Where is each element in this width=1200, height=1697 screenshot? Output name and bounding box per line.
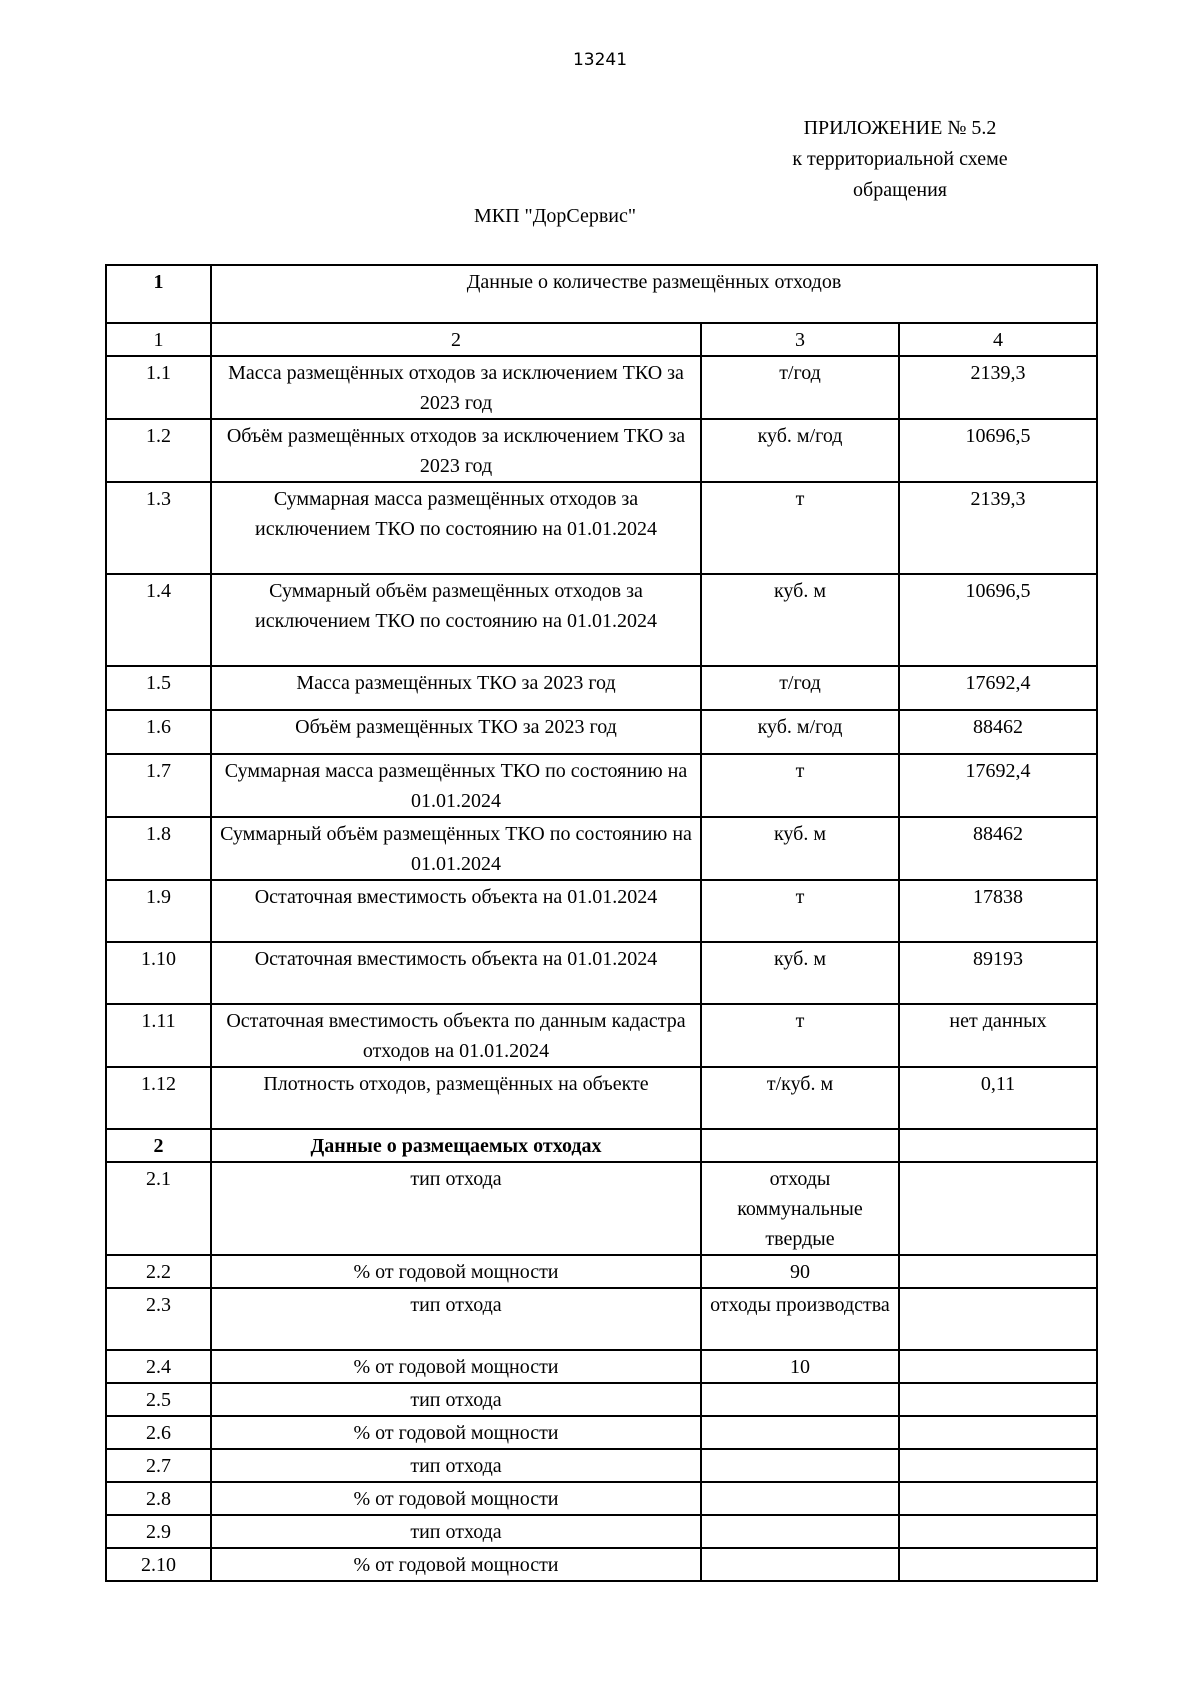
row-number: 2.4: [106, 1350, 211, 1383]
row-value: 88462: [899, 710, 1097, 754]
row-description: % от годовой мощности: [211, 1416, 701, 1449]
row-description: Суммарная масса размещённых отходов за исключением ТКО по состоянию на 01.01.2024: [211, 482, 701, 574]
row-unit: т: [701, 880, 899, 942]
row-number: 1.9: [106, 880, 211, 942]
table-row: [106, 1515, 1097, 1548]
table-row: [106, 1482, 1097, 1515]
row-description: Объём размещённых отходов за исключением ТКО за 2023 год: [211, 419, 701, 482]
row-unit: куб. м: [701, 817, 899, 880]
row-number: 2.10: [106, 1548, 211, 1581]
row-number: 2.2: [106, 1255, 211, 1288]
row-value: нет данных: [899, 1004, 1097, 1067]
row-number: 1.1: [106, 356, 211, 419]
row-description: Масса размещённых отходов за исключением ТКО за 2023 год: [211, 356, 701, 419]
row-value: [701, 1482, 899, 1515]
section2-number: 2: [106, 1129, 211, 1162]
row-number: 1.5: [106, 666, 211, 710]
table-row: [106, 942, 1097, 1004]
section1-number: 1: [106, 265, 211, 323]
table-row: [106, 817, 1097, 880]
row-number: 2.1: [106, 1162, 211, 1255]
row-value: [701, 1449, 899, 1482]
row-number: 2.6: [106, 1416, 211, 1449]
row-extra: [899, 1383, 1097, 1416]
row-description: тип отхода: [211, 1449, 701, 1482]
row-number: 1.7: [106, 754, 211, 817]
row-description: Остаточная вместимость объекта по данным кадастра отходов на 01.01.2024: [211, 1004, 701, 1067]
column-number-row: [106, 323, 1097, 356]
appendix-header: [740, 113, 1060, 206]
table-row: [106, 1162, 1097, 1255]
row-number: 2.3: [106, 1288, 211, 1350]
column-number-4: 4: [899, 323, 1097, 356]
row-unit: т: [701, 482, 899, 574]
row-description: тип отхода: [211, 1162, 701, 1255]
row-value: 89193: [899, 942, 1097, 1004]
table-row: [106, 1067, 1097, 1129]
section2-header-row: [106, 1129, 1097, 1162]
row-value: 10696,5: [899, 574, 1097, 666]
table-row: [106, 710, 1097, 754]
row-value: 2139,3: [899, 356, 1097, 419]
organization-name: МКП "ДорСервис": [473, 205, 637, 227]
table-row: [106, 1383, 1097, 1416]
row-unit: куб. м/год: [701, 419, 899, 482]
row-value: 0,11: [899, 1067, 1097, 1129]
table-row: [106, 1255, 1097, 1288]
row-description: Плотность отходов, размещённых на объекте: [211, 1067, 701, 1129]
row-value: 17692,4: [899, 754, 1097, 817]
row-description: Объём размещённых ТКО за 2023 год: [211, 710, 701, 754]
row-value: 10: [701, 1350, 899, 1383]
row-number: 1.2: [106, 419, 211, 482]
row-unit: т/куб. м: [701, 1067, 899, 1129]
row-number: 1.10: [106, 942, 211, 1004]
row-extra: [899, 1449, 1097, 1482]
row-extra: [899, 1350, 1097, 1383]
table-row: [106, 1004, 1097, 1067]
row-value: [701, 1416, 899, 1449]
table-row: [106, 1548, 1097, 1581]
row-extra: [899, 1255, 1097, 1288]
row-unit: куб. м: [701, 574, 899, 666]
table-row: [106, 482, 1097, 574]
row-description: Остаточная вместимость объекта на 01.01.2024: [211, 880, 701, 942]
row-number: 1.11: [106, 1004, 211, 1067]
table-row: [106, 1350, 1097, 1383]
row-description: Суммарный объём размещённых отходов за исключением ТКО по состоянию на 01.01.2024: [211, 574, 701, 666]
row-value: 90: [701, 1255, 899, 1288]
section1-title: Данные о количестве размещённых отходов: [211, 265, 1097, 323]
appendix-subtitle-line1: к территориальной схеме: [792, 148, 1008, 170]
row-description: Суммарный объём размещённых ТКО по состоянию на 01.01.2024: [211, 817, 701, 880]
column-number-1: 1: [106, 323, 211, 356]
table-row: [106, 754, 1097, 817]
row-description: тип отхода: [211, 1288, 701, 1350]
row-extra: [899, 1162, 1097, 1255]
row-value: 2139,3: [899, 482, 1097, 574]
row-unit: т/год: [701, 666, 899, 710]
row-extra: [899, 1482, 1097, 1515]
row-value: 17838: [899, 880, 1097, 942]
section1-header-row: [106, 265, 1097, 323]
row-number: 2.8: [106, 1482, 211, 1515]
row-number: 1.8: [106, 817, 211, 880]
row-extra: [899, 1515, 1097, 1548]
page-number: 13241: [572, 50, 628, 70]
row-value: [701, 1515, 899, 1548]
table-row: [106, 666, 1097, 710]
row-description: Остаточная вместимость объекта на 01.01.2024: [211, 942, 701, 1004]
row-value: [701, 1383, 899, 1416]
row-value: отходы коммунальные твердые: [701, 1162, 899, 1255]
row-number: 1.4: [106, 574, 211, 666]
row-number: 1.6: [106, 710, 211, 754]
table-row: [106, 1449, 1097, 1482]
row-extra: [899, 1548, 1097, 1581]
row-description: % от годовой мощности: [211, 1350, 701, 1383]
row-unit: куб. м: [701, 942, 899, 1004]
row-value: 88462: [899, 817, 1097, 880]
appendix-title: ПРИЛОЖЕНИЕ № 5.2: [803, 117, 997, 139]
row-number: 1.12: [106, 1067, 211, 1129]
row-description: % от годовой мощности: [211, 1255, 701, 1288]
row-value: [701, 1548, 899, 1581]
row-unit: т: [701, 1004, 899, 1067]
row-description: тип отхода: [211, 1383, 701, 1416]
row-description: % от годовой мощности: [211, 1548, 701, 1581]
appendix-subtitle-line2: обращения: [853, 179, 947, 201]
column-number-2: 2: [211, 323, 701, 356]
table-row: [106, 356, 1097, 419]
table-row: [106, 880, 1097, 942]
table-row: [106, 1416, 1097, 1449]
waste-data-table: [105, 264, 1098, 1582]
row-number: 2.9: [106, 1515, 211, 1548]
row-description: Суммарная масса размещённых ТКО по состоянию на 01.01.2024: [211, 754, 701, 817]
empty-cell: [701, 1129, 899, 1162]
row-value: отходы производства: [701, 1288, 899, 1350]
row-value: 17692,4: [899, 666, 1097, 710]
column-number-3: 3: [701, 323, 899, 356]
table-row: [106, 1288, 1097, 1350]
row-number: 2.5: [106, 1383, 211, 1416]
row-unit: т/год: [701, 356, 899, 419]
row-unit: куб. м/год: [701, 710, 899, 754]
row-description: тип отхода: [211, 1515, 701, 1548]
row-extra: [899, 1288, 1097, 1350]
row-value: 10696,5: [899, 419, 1097, 482]
row-number: 2.7: [106, 1449, 211, 1482]
row-extra: [899, 1416, 1097, 1449]
row-description: Масса размещённых ТКО за 2023 год: [211, 666, 701, 710]
row-number: 1.3: [106, 482, 211, 574]
section2-title: Данные о размещаемых отходах: [211, 1129, 701, 1162]
row-description: % от годовой мощности: [211, 1482, 701, 1515]
table-row: [106, 574, 1097, 666]
table-row: [106, 419, 1097, 482]
empty-cell: [899, 1129, 1097, 1162]
row-unit: т: [701, 754, 899, 817]
